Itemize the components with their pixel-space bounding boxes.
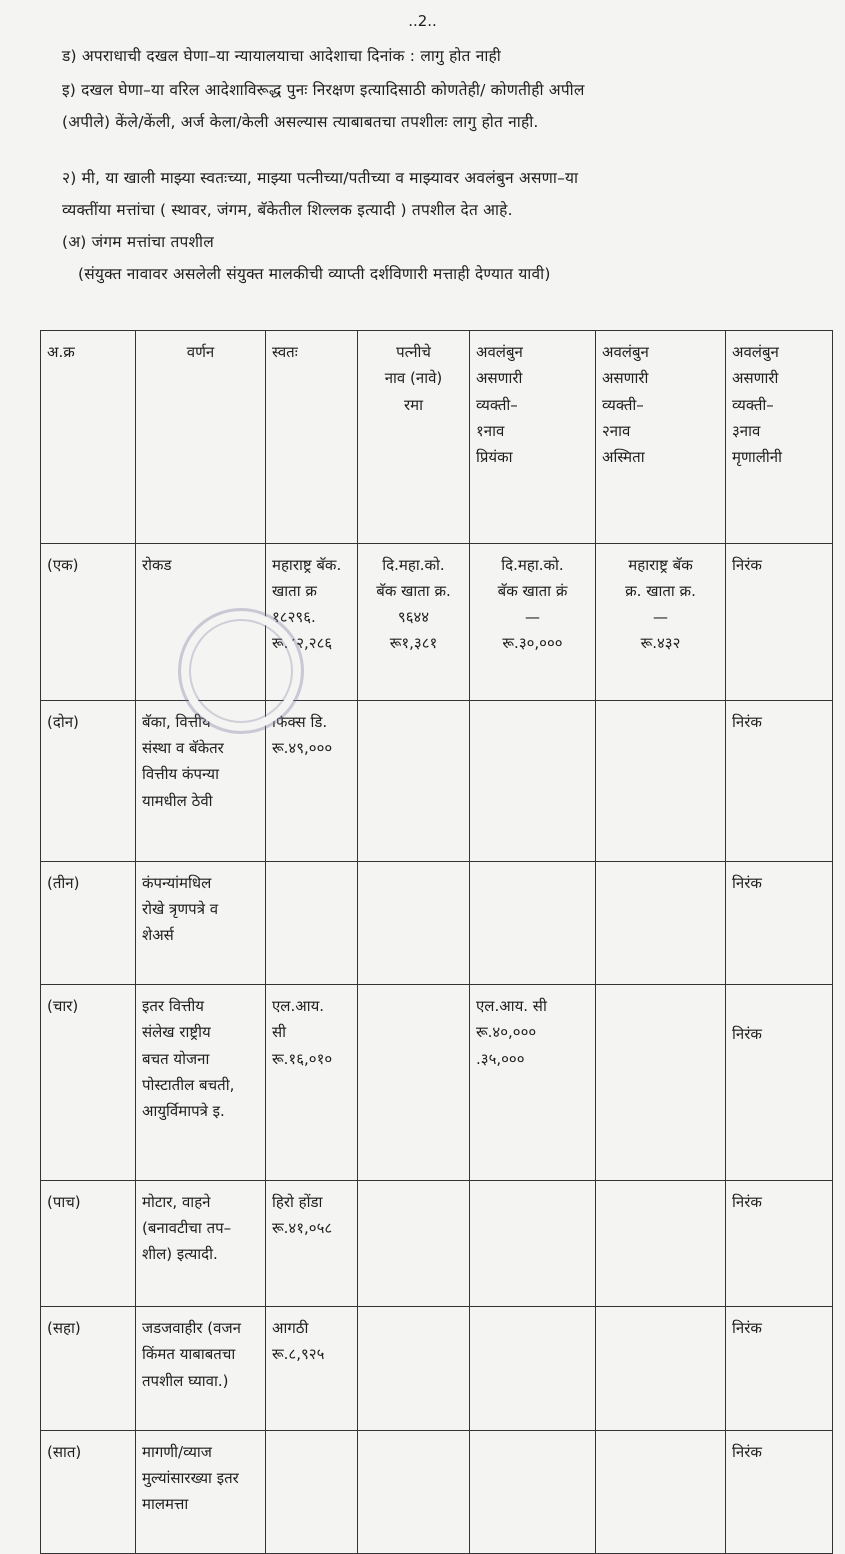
section-a-note: (संयुक्त नावावर असलेली संयुक्त मालकीची व्याप्ती दर्शविणारी मत्ताही देण्यात यावी) <box>78 265 551 283</box>
para-e-line2: (अपीले) केंले/केंली, अर्ज केला/केली असल्यास त्याबाबतचा तपशीलः लागु होत नाही. <box>62 113 539 131</box>
cell-serial: (एक) <box>41 543 136 700</box>
cell-spouse <box>358 985 470 1181</box>
cell-dependent-2 <box>596 700 726 861</box>
cell-description: कंपन्यांमधिल रोखे त्रृणपत्रे व शेअर्स <box>136 861 266 984</box>
cell-self: एल.आय. सी रू.१६,०१० <box>266 985 358 1181</box>
page-number: ..2.. <box>408 12 437 30</box>
cell-description: इतर वित्तीय संलेख राष्ट्रीय बचत योजना पोस्टातील बचती, आयुर्विमापत्रे इ. <box>136 985 266 1181</box>
table-header-row <box>41 331 833 544</box>
para-2-line1: २) मी, या खाली माझ्या स्वतःच्या, माझ्या पत्नीच्या/पतीच्या व माझ्यावर अवलंबुन असणा–या <box>62 169 579 187</box>
cell-spouse <box>358 1180 470 1306</box>
header-dependent-3: अवलंबुन असणारी व्यक्ती– ३नाव मृणालीनी <box>726 331 833 544</box>
table-row <box>41 1430 833 1553</box>
cell-serial: (सात) <box>41 1430 136 1553</box>
cell-dependent-3: निरंक <box>726 543 833 700</box>
cell-dependent-3: निरंक <box>726 861 833 984</box>
table-row <box>41 543 833 700</box>
cell-serial: (सहा) <box>41 1307 136 1430</box>
para-2-line2: व्यक्तींया मत्तांचा ( स्थावर, जंगम, बॅकेतील शिल्लक इत्यादी ) तपशील देत आहे. <box>62 201 513 219</box>
cell-description: जडजवाहीर (वजन किंमत याबाबतचा तपशील घ्यावा.) <box>136 1307 266 1430</box>
cell-dependent-1 <box>470 1307 596 1430</box>
cell-dependent-3: निरंक <box>726 1180 833 1306</box>
cell-self: आगठी रू.८,९२५ <box>266 1307 358 1430</box>
cell-self: महाराष्ट्र बॅक. खाता क्र १८२९६. रू.८२,२८६ <box>266 543 358 700</box>
cell-dependent-3: निरंक <box>726 700 833 861</box>
movable-assets-table <box>40 330 833 1554</box>
cell-dependent-2 <box>596 1430 726 1553</box>
header-self: स्वतः <box>266 331 358 544</box>
cell-self: हिरो होंडा रू.४१,०५८ <box>266 1180 358 1306</box>
cell-spouse <box>358 700 470 861</box>
cell-description: बॅका, वित्तीय संस्था व बॅकेतर वित्तीय कंपन्या यामधील ठेवी <box>136 700 266 861</box>
cell-dependent-1 <box>470 1180 596 1306</box>
header-dependent-1: अवलंबुन असणारी व्यक्ती– १नाव प्रियंका <box>470 331 596 544</box>
cell-spouse <box>358 861 470 984</box>
cell-serial: (पाच) <box>41 1180 136 1306</box>
para-d: ड) अपराधाची दखल घेणा–या न्यायालयाचा आदेशाचा दिनांक : लागु होत नाही <box>62 47 501 65</box>
cell-serial: (चार) <box>41 985 136 1181</box>
cell-dependent-2 <box>596 985 726 1181</box>
table-row <box>41 700 833 861</box>
cell-serial: (तीन) <box>41 861 136 984</box>
cell-dependent-1 <box>470 861 596 984</box>
cell-dependent-3: निरंक <box>726 1307 833 1430</box>
cell-description: मोटार, वाहने (बनावटीचा तप– शील) इत्यादी. <box>136 1180 266 1306</box>
header-spouse: पत्नीचे नाव (नावे) रमा <box>358 331 470 544</box>
table-row <box>41 861 833 984</box>
cell-dependent-1: दि.महा.को. बॅक खाता क्रं — रू.३०,००० <box>470 543 596 700</box>
cell-description: मागणी/व्याज मुल्यांसारख्या इतर मालमत्ता <box>136 1430 266 1553</box>
cell-self <box>266 1430 358 1553</box>
cell-serial: (दोन) <box>41 700 136 861</box>
cell-dependent-2 <box>596 861 726 984</box>
cell-dependent-3: निरंक <box>726 1430 833 1553</box>
cell-dependent-1 <box>470 700 596 861</box>
cell-dependent-1: एल.आय. सी रू.४०,००० .३५,००० <box>470 985 596 1181</box>
para-e-line1: इ) दखल घेणा–या वरिल आदेशाविरूद्ध पुनः निरक्षण इत्यादिसाठी कोणतेही/ कोणतीही अपील <box>62 81 585 99</box>
cell-spouse: दि.महा.को. बॅक खाता क्र. ९६४४ रू१,३८१ <box>358 543 470 700</box>
cell-spouse <box>358 1430 470 1553</box>
header-serial: अ.क्र <box>41 331 136 544</box>
cell-dependent-2: महाराष्ट्र बॅक क्र. खाता क्र. — रू.४३२ <box>596 543 726 700</box>
cell-dependent-1 <box>470 1430 596 1553</box>
table-row <box>41 1180 833 1306</box>
cell-dependent-2 <box>596 1180 726 1306</box>
cell-description: रोकड <box>136 543 266 700</box>
table-row <box>41 985 833 1181</box>
cell-dependent-3: निरंक <box>726 985 833 1181</box>
table-row <box>41 1307 833 1430</box>
cell-self <box>266 861 358 984</box>
header-description: वर्णन <box>136 331 266 544</box>
cell-dependent-2 <box>596 1307 726 1430</box>
header-dependent-2: अवलंबुन असणारी व्यक्ती– २नाव अस्मिता <box>596 331 726 544</box>
cell-self: फिक्स डि. रू.४९,००० <box>266 700 358 861</box>
cell-spouse <box>358 1307 470 1430</box>
section-a-title: (अ) जंगम मत्तांचा तपशील <box>62 233 214 251</box>
